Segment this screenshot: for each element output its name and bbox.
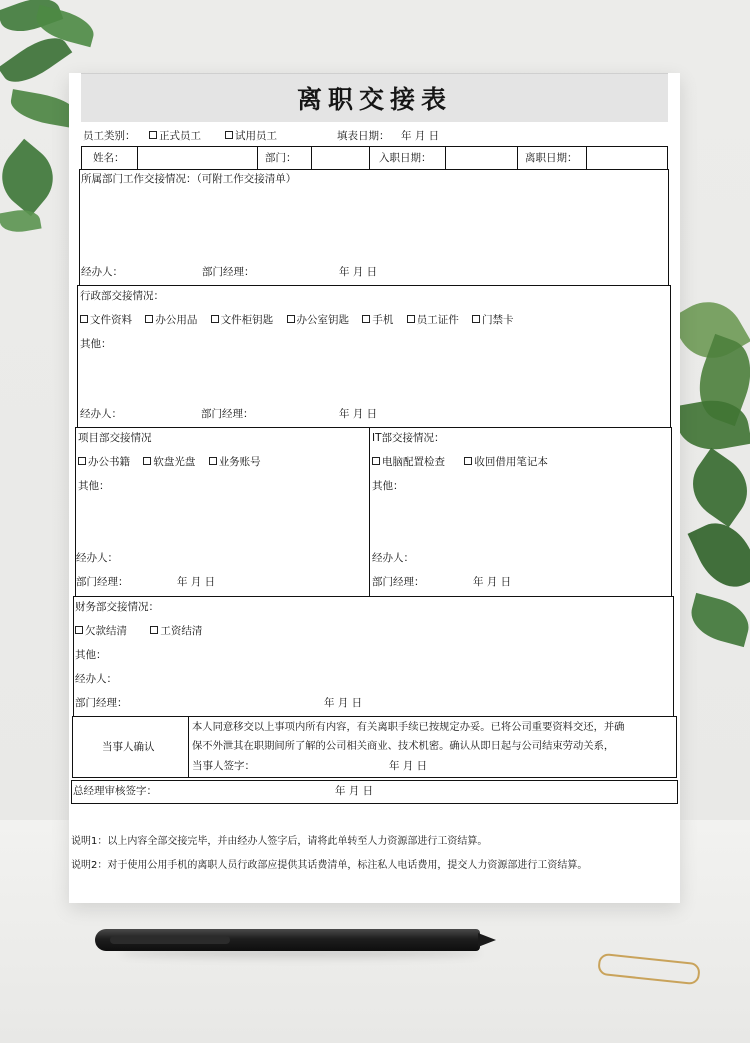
- info-row: [81, 146, 668, 170]
- project-handover-heading: 项目部交接情况: [78, 432, 152, 444]
- admin-item-office-key[interactable]: 办公室钥匙: [287, 314, 350, 326]
- gm-signature-row: [71, 780, 678, 804]
- leave-date-label: 离职日期：: [525, 152, 578, 164]
- fill-date-value: 年 月 日: [401, 130, 440, 142]
- admin-items: [80, 314, 524, 327]
- it-handler-label: 经办人：: [372, 552, 414, 564]
- handover-form: [69, 73, 680, 903]
- it-handover-heading: IT部交接情况：: [372, 432, 445, 444]
- name-label: 姓名：: [93, 152, 125, 164]
- it-item-pc-check[interactable]: 电脑配置检查: [372, 456, 445, 468]
- project-handler-label: 经办人：: [76, 552, 118, 564]
- admin-item-phone[interactable]: 手机: [362, 314, 393, 326]
- dept-date: 年 月 日: [339, 266, 378, 278]
- checkbox-probation[interactable]: [225, 131, 233, 139]
- admin-item-access-card[interactable]: 门禁卡: [472, 314, 514, 326]
- form-title: 离职交接表: [296, 85, 452, 114]
- project-it-section: [75, 427, 672, 597]
- it-items: [372, 456, 558, 469]
- it-manager-label: 部门经理：: [372, 576, 425, 588]
- dept-manager-label: 部门经理：: [202, 266, 255, 278]
- admin-manager-label: 部门经理：: [201, 408, 254, 420]
- pen-tip: [478, 933, 496, 947]
- admin-item-cabinet-key[interactable]: 文件柜钥匙: [211, 314, 274, 326]
- gm-date: 年 月 日: [335, 785, 374, 797]
- note-2: 说明2：对于使用公用手机的离职人员行政部应提供其话费清单，标注私人电话费用，提交人力资源部进行工资结算。: [71, 860, 588, 871]
- finance-manager-label: 部门经理：: [75, 697, 128, 709]
- project-item-discs[interactable]: 软盘光盘: [143, 456, 195, 468]
- finance-handler-label: 经办人：: [75, 673, 117, 685]
- finance-date: 年 月 日: [324, 697, 363, 709]
- employee-type-label: 员工类别：: [83, 130, 136, 142]
- finance-handover-heading: 财务部交接情况：: [75, 601, 159, 613]
- finance-item-salary[interactable]: 工资结清: [150, 625, 202, 637]
- note-1: 说明1：以上内容全部交接完毕，并由经办人签字后，请将此单转至人力资源部进行工资结算。: [71, 836, 488, 847]
- department-label: 部门：: [265, 152, 297, 164]
- checkbox-fulltime[interactable]: [149, 131, 157, 139]
- project-other-label: 其他：: [78, 480, 110, 492]
- it-date: 年 月 日: [473, 576, 512, 588]
- admin-date: 年 月 日: [339, 408, 378, 420]
- admin-handover-heading: 行政部交接情况：: [80, 290, 164, 302]
- dept-handover-heading: 所属部门工作交接情况：（可附工作交接清单）: [81, 173, 297, 185]
- finance-item-debt[interactable]: 欠款结清: [75, 625, 127, 637]
- join-date-label: 入职日期：: [379, 152, 432, 164]
- it-item-laptop-return[interactable]: 收回借用笔记本: [464, 456, 548, 468]
- project-date: 年 月 日: [177, 576, 216, 588]
- gm-signature-label: 总经理审核签字：: [73, 785, 157, 797]
- finance-items: [75, 625, 212, 638]
- admin-handover-section: [77, 285, 671, 428]
- project-item-books[interactable]: 办公书籍: [78, 456, 130, 468]
- party-sign-label: 当事人签字：: [192, 760, 255, 772]
- option-fulltime[interactable]: 正式员工: [149, 130, 201, 143]
- admin-item-docs[interactable]: 文件资料: [80, 314, 132, 326]
- party-statement-line2: 保不外泄其在职期间所了解的公司相关商业、技术机密。确认从即日起与公司结束劳动关系，: [192, 740, 615, 752]
- it-other-label: 其他：: [372, 480, 404, 492]
- project-item-accounts[interactable]: 业务账号: [209, 456, 261, 468]
- dept-handler-label: 经办人：: [81, 266, 123, 278]
- finance-other-label: 其他：: [75, 649, 107, 661]
- party-confirm-label: 当事人确认: [102, 741, 155, 753]
- project-items: [78, 456, 271, 469]
- admin-other-label: 其他：: [80, 338, 112, 350]
- option-probation[interactable]: 试用员工: [225, 130, 277, 143]
- pen-clip: [110, 936, 230, 944]
- fill-date-label: 填表日期：: [337, 130, 390, 142]
- project-manager-label: 部门经理：: [76, 576, 129, 588]
- finance-handover-section: [73, 596, 674, 717]
- admin-item-badge[interactable]: 员工证件: [407, 314, 459, 326]
- title-bar: [81, 73, 668, 122]
- party-date: 年 月 日: [389, 760, 428, 772]
- admin-item-supplies[interactable]: 办公用品: [145, 314, 197, 326]
- admin-handler-label: 经办人：: [80, 408, 122, 420]
- party-statement-line1: 本人同意移交以上事项内所有内容，有关离职手续已按规定办妥。已将公司重要资料交还，并确: [192, 721, 625, 733]
